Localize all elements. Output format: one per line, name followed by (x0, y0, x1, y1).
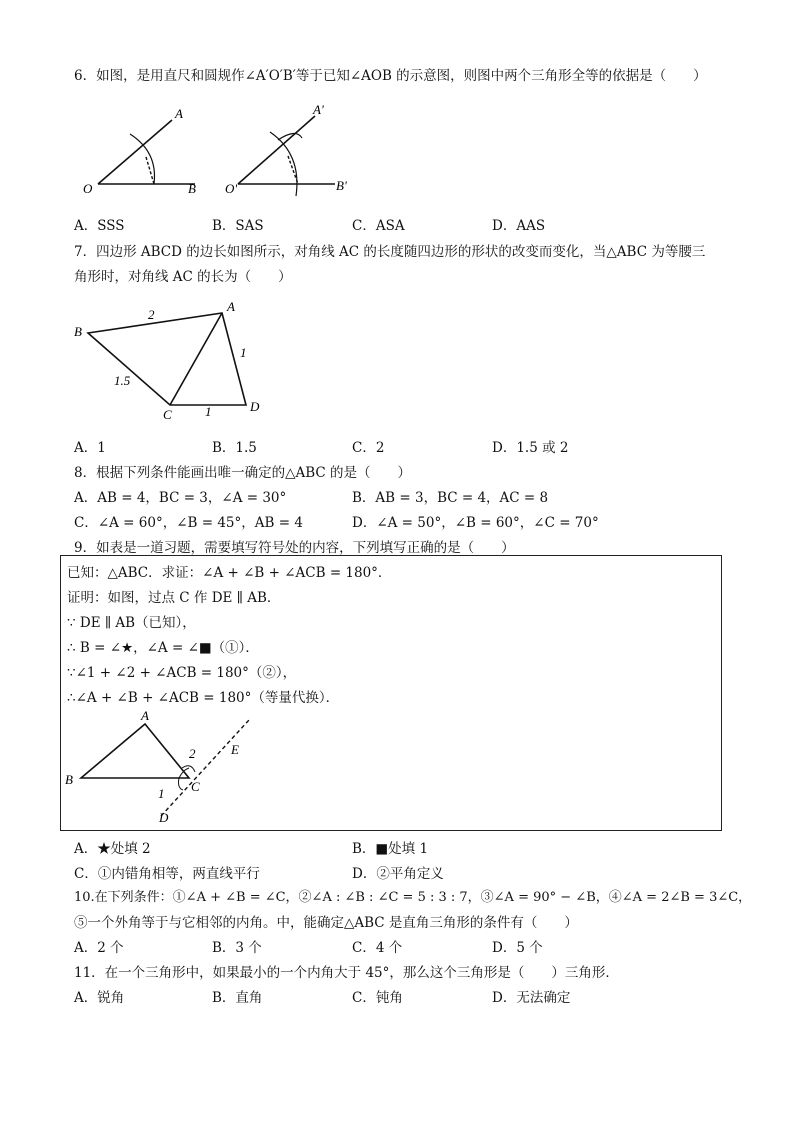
q7-label-AB: 2 (148, 307, 155, 322)
q9-figure (61, 706, 281, 826)
label-O-prime: O' (225, 181, 238, 196)
q7-figure (70, 295, 270, 425)
q7-label-CD: 1 (205, 404, 212, 419)
q11-option-b[interactable]: B．直角 (212, 990, 263, 1006)
q8-stem: 8．根据下列条件能画出唯一确定的△ABC 的是（ ） (74, 465, 412, 481)
q9-label-C: C (191, 779, 200, 794)
q7-stem-line1: 7．四边形 ABCD 的边长如图所示，对角线 AC 的长度随四边形的形状的改变而变化，当△ABC 为等腰三 (74, 244, 706, 260)
label-B: B (188, 181, 196, 196)
q9-stem: 9．如表是一道习题，需要填写符号处的内容，下列填写正确的是（ ） (74, 540, 515, 556)
q9-option-a[interactable]: A．★处填 2 (74, 841, 151, 857)
label-O: O (83, 181, 93, 196)
q10-option-b[interactable]: B．3 个 (212, 940, 262, 956)
q9-box-line-4: ∴ B = ∠★，∠A = ∠■（①）． (67, 640, 259, 656)
q9-box-line-3: ∵ DE ∥ AB（已知）， (67, 615, 196, 631)
q8-option-a[interactable]: A．AB = 4，BC = 3，∠A = 30° (74, 490, 287, 506)
q10-option-d[interactable]: D．5 个 (492, 940, 543, 956)
q6-option-b[interactable]: B．SAS (212, 218, 264, 234)
q9-box-line-2: 证明：如图，过点 C 作 DE ∥ AB． (67, 590, 281, 606)
q9-option-b[interactable]: B．■处填 1 (352, 841, 429, 857)
q10-option-c[interactable]: C．4 个 (352, 940, 403, 956)
q9-label-A: A (141, 708, 149, 723)
q9-label-E: E (231, 742, 239, 757)
q7-label-A: A (227, 299, 235, 314)
q9-proof-box (60, 555, 722, 831)
q10-stem-line1: 10.在下列条件：①∠A + ∠B = ∠C，②∠A : ∠B : ∠C = 5 : 3 : 7，③∠A = 90° − ∠B，④∠A = 2∠B = 3∠C， (74, 890, 752, 905)
q7-stem-line2: 角形时，对角线 AC 的长为（ ） (74, 269, 292, 285)
q7-label-D: D (250, 399, 260, 414)
q10-option-a[interactable]: A．2 个 (74, 940, 124, 956)
q7-label-C: C (163, 407, 172, 422)
label-A-prime: A' (313, 102, 324, 117)
q7-label-BC: 1.5 (114, 373, 131, 388)
q8-option-b[interactable]: B．AB = 3，BC = 4，AC = 8 (352, 490, 549, 506)
q9-box-line-5: ∵∠1 + ∠2 + ∠ACB = 180°（②）， (67, 665, 297, 681)
q6-option-c[interactable]: C．ASA (352, 218, 405, 234)
q9-option-d[interactable]: D．②平角定义 (352, 866, 444, 882)
q7-option-d[interactable]: D．1.5 或 2 (492, 440, 569, 456)
q11-option-d[interactable]: D．无法确定 (492, 990, 571, 1006)
label-A: A (175, 106, 183, 121)
q11-option-a[interactable]: A．锐角 (74, 990, 125, 1006)
q10-stem-line2: ⑤一个外角等于与它相邻的内角。中，能确定△ABC 是直角三角形的条件有（ ） (74, 915, 578, 931)
q9-label-D: D (159, 810, 169, 825)
q7-option-b[interactable]: B．1.5 (212, 440, 257, 456)
q9-label-angle-2: 2 (189, 746, 196, 761)
q6-option-a[interactable]: A．SSS (74, 218, 125, 234)
label-B-prime: B' (336, 178, 347, 193)
q11-stem: 11．在一个三角形中，如果最小的一个内角大于 45°，那么这个三角形是（ ）三角形． (74, 965, 619, 981)
q11-option-c[interactable]: C．钝角 (352, 990, 403, 1006)
q9-box-line-1: 已知：△ABC．求证：∠A + ∠B + ∠ACB = 180°． (67, 565, 392, 581)
q8-option-d[interactable]: D．∠A = 50°，∠B = 60°，∠C = 70° (352, 515, 599, 531)
q9-label-angle-1: 1 (158, 786, 165, 801)
q7-option-a[interactable]: A．1 (74, 440, 106, 456)
q6-option-d[interactable]: D．AAS (492, 218, 546, 234)
q9-label-B: B (65, 772, 73, 787)
q9-box-line-6: ∴∠A + ∠B + ∠ACB = 180°（等量代换）． (67, 690, 340, 706)
q7-label-AD: 1 (240, 345, 247, 360)
q7-label-B: B (74, 324, 82, 339)
q6-stem: 6．如图，是用直尺和圆规作∠A′O′B′等于已知∠AOB 的示意图，则图中两个三角形全等的依据是（ ） (74, 68, 707, 84)
q8-option-c[interactable]: C．∠A = 60°，∠B = 45°，AB = 4 (74, 515, 303, 531)
q9-option-c[interactable]: C．①内错角相等，两直线平行 (74, 866, 260, 882)
q7-option-c[interactable]: C．2 (352, 440, 385, 456)
q6-figure (70, 100, 370, 200)
